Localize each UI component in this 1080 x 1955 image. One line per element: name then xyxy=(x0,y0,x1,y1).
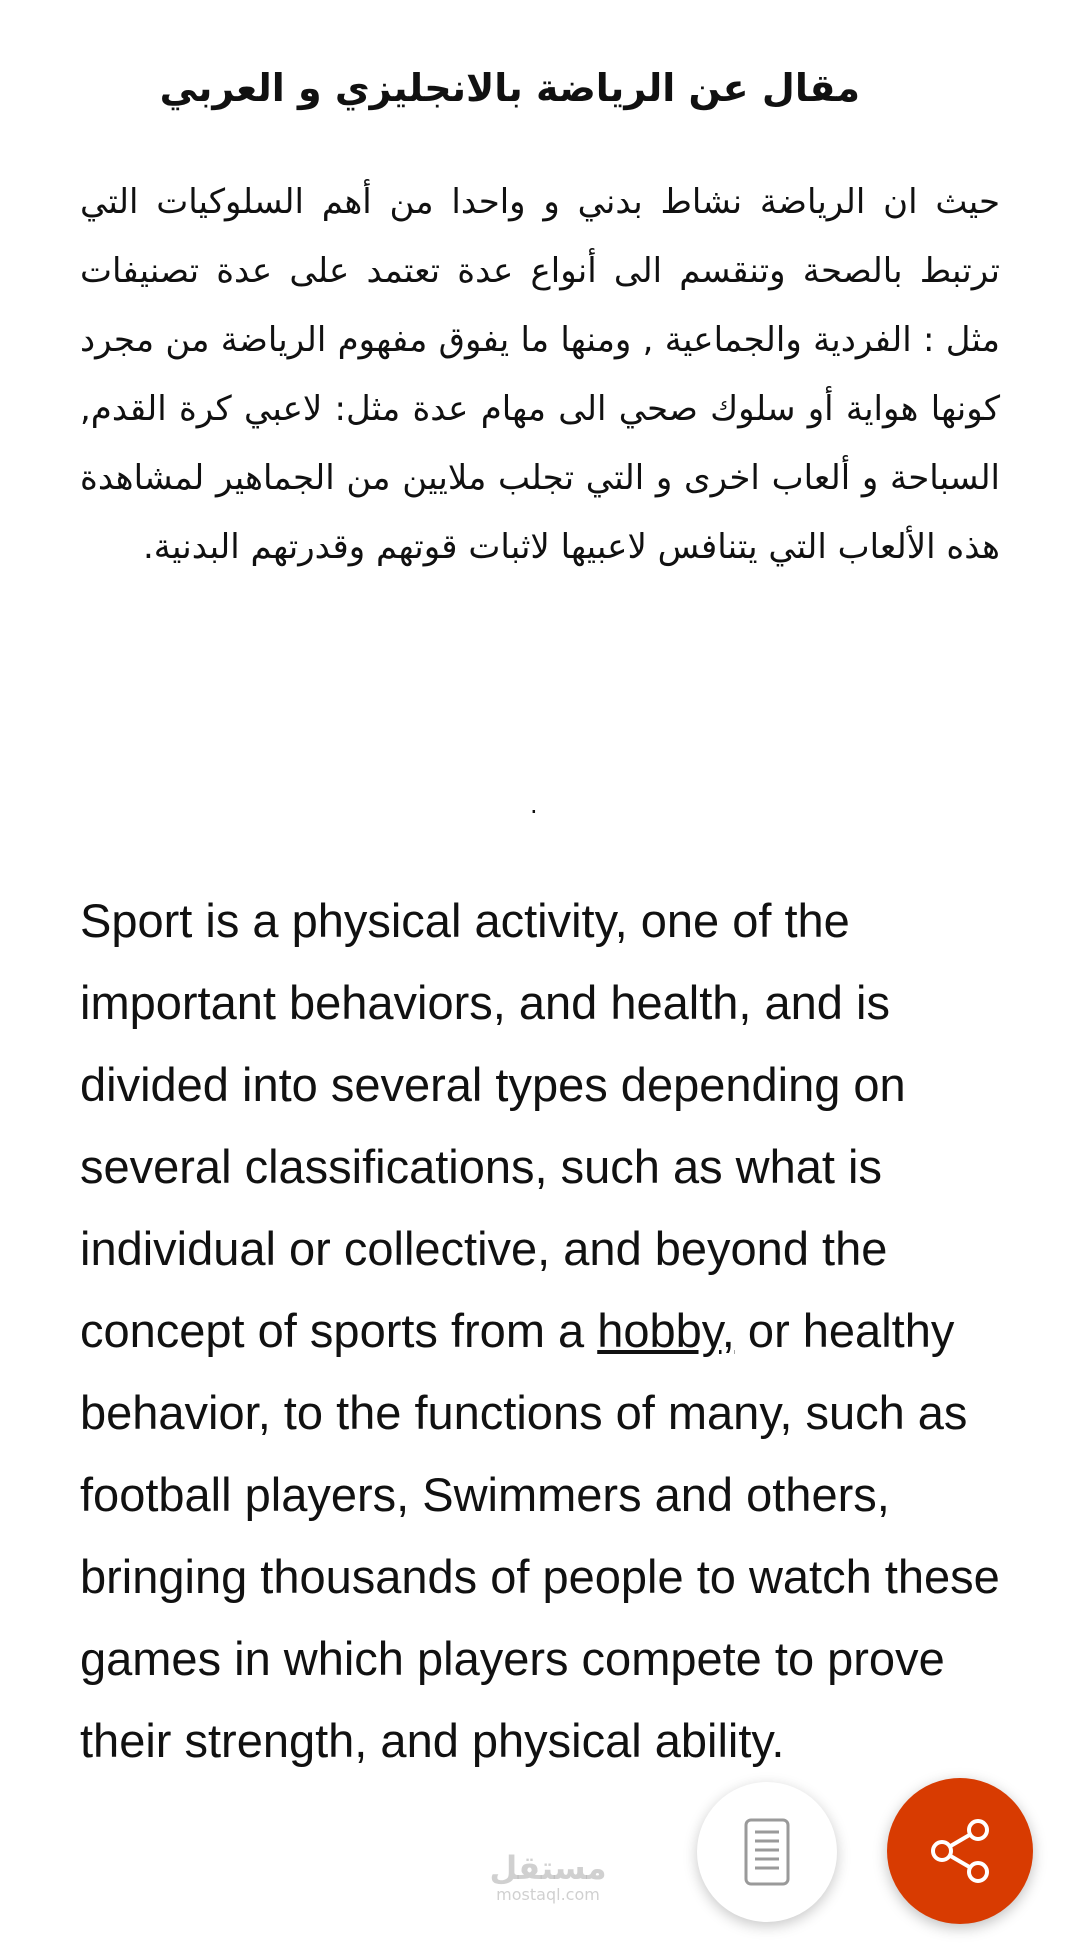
reading-view-button[interactable] xyxy=(697,1782,837,1922)
share-icon xyxy=(928,1816,992,1886)
arabic-paragraph: حيث ان الرياضة نشاط بدني و واحدا من أهم السلوكيات التي ترتبط بالصحة وتنقسم الى أنواع عدة تعتمد على عدة تصنيفات مثل : الفردية والجماعية , ومنها ما يفوق مفهوم الرياضة من مجرد كونها هواية أو سلوك صحي الى مهام عدة مثل: لاعبي كرة القدم, السباحة و ألعاب اخرى و التي تجلب ملايين من الجماهير لمشاهدة هذه الألعاب التي يتنافس لاعبيها لاثبات قوتهم وقدرتهم البدنية. xyxy=(80,182,1000,567)
separator-dot: . xyxy=(530,791,538,819)
reading-view-icon xyxy=(743,1817,791,1887)
watermark-arabic: مستقل xyxy=(489,1849,607,1887)
share-button[interactable] xyxy=(887,1778,1033,1924)
mostaql-watermark xyxy=(478,1850,618,1904)
english-text-before-link: Sport is a physical activity, one of the important behaviors, and health, and is divided into several types depending on several classifications, such as what is individual or collective, and beyond the concept of sports from a xyxy=(80,894,906,1357)
hobby-link[interactable]: hobby, xyxy=(597,1304,735,1357)
document-title: مقال عن الرياضة بالانجليزي و العربي xyxy=(159,66,860,110)
english-paragraph xyxy=(80,880,1015,1782)
watermark-latin: mostaql.com xyxy=(496,1885,600,1904)
english-text-after-link: or healthy behavior, to the functions of many, such as football players, Swimmers and others, bringing thousands of people to watch these games in which players compete to prove their strength, and physical ability. xyxy=(80,1304,1000,1767)
